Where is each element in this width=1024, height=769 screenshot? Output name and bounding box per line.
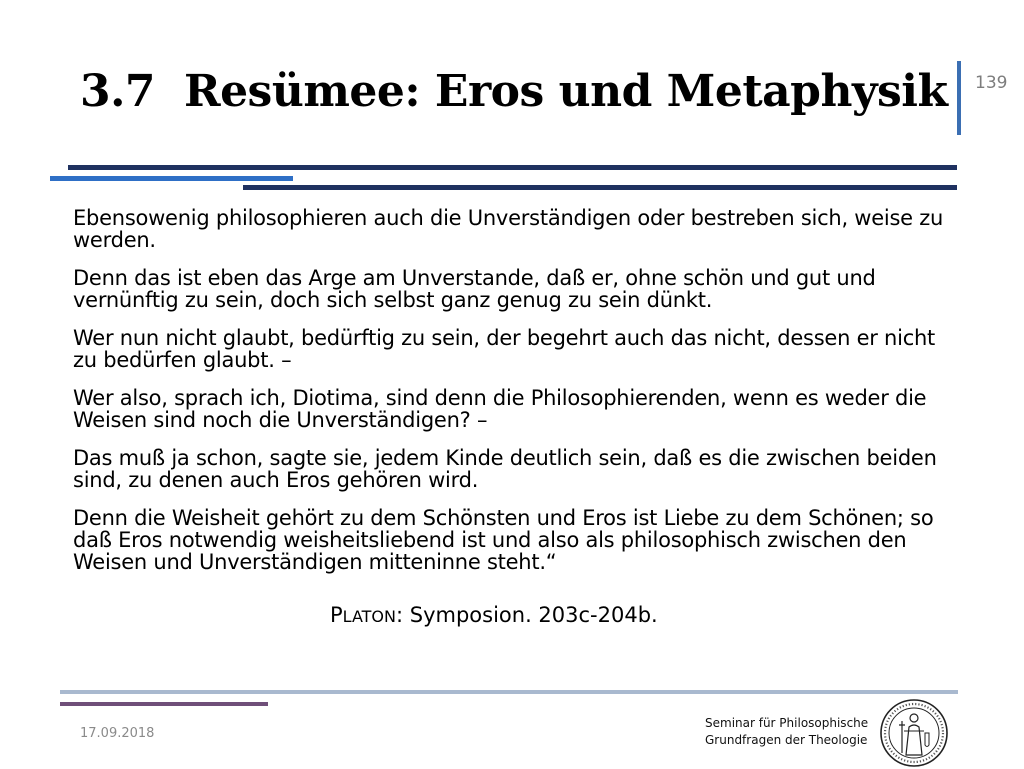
header-rule-accent	[50, 176, 293, 181]
footer-rule-accent	[60, 702, 268, 706]
institute-line: Seminar für Philosophische	[705, 716, 869, 730]
quote-paragraph: Denn das ist eben das Arge am Unverstande, daß er, ohne schön und gut und vernünftig zu sein, doch sich selbst ganz genug zu sein dünkt.	[73, 266, 876, 312]
university-seal-icon	[878, 697, 950, 769]
quote-paragraph: Denn die Weisheit gehört zu dem Schönsten und Eros ist Liebe zu dem Schönen; so daß Eros notwendig weisheitsliebend ist und also als philosophisch zwischen den Weisen und Unverständigen mitteninne steht.“	[73, 506, 934, 574]
slide-number: 139	[975, 73, 1008, 93]
section-number: 3.7	[80, 66, 156, 117]
header-rule-bottom	[243, 185, 957, 190]
institute-line: Grundfragen der Theologie	[705, 733, 868, 747]
quote-source	[330, 603, 658, 627]
footer-rule	[60, 690, 958, 694]
source-author-rest: LATON	[342, 607, 396, 626]
slide-title	[80, 66, 947, 117]
footer-institute	[705, 715, 868, 749]
quote-paragraph: Wer nun nicht glaubt, bedürftig zu sein, der begehrt auch das nicht, dessen er nicht zu bedürfen glaubt. –	[73, 326, 936, 372]
quote-paragraph: Das muß ja schon, sagte sie, jedem Kinde deutlich sein, daß es die zwischen beiden sind, zu denen auch Eros gehören wird.	[73, 446, 937, 492]
quote-paragraph: Ebensowenig philosophieren auch die Unverständigen oder bestreben sich, weise zu werden.	[73, 206, 944, 252]
quote-block	[73, 207, 953, 589]
title-text: Resümee: Eros und Metaphysik	[184, 66, 948, 117]
title-divider-vertical	[957, 61, 961, 135]
source-author-initial: P	[330, 603, 343, 627]
header-rule-top	[68, 165, 957, 170]
source-work: : Symposion. 203c-204b.	[396, 603, 658, 627]
footer-date: 17.09.2018	[80, 726, 155, 741]
quote-paragraph: Wer also, sprach ich, Diotima, sind denn die Philosophierenden, wenn es weder die Weisen sind noch die Unverständigen? –	[73, 386, 927, 432]
